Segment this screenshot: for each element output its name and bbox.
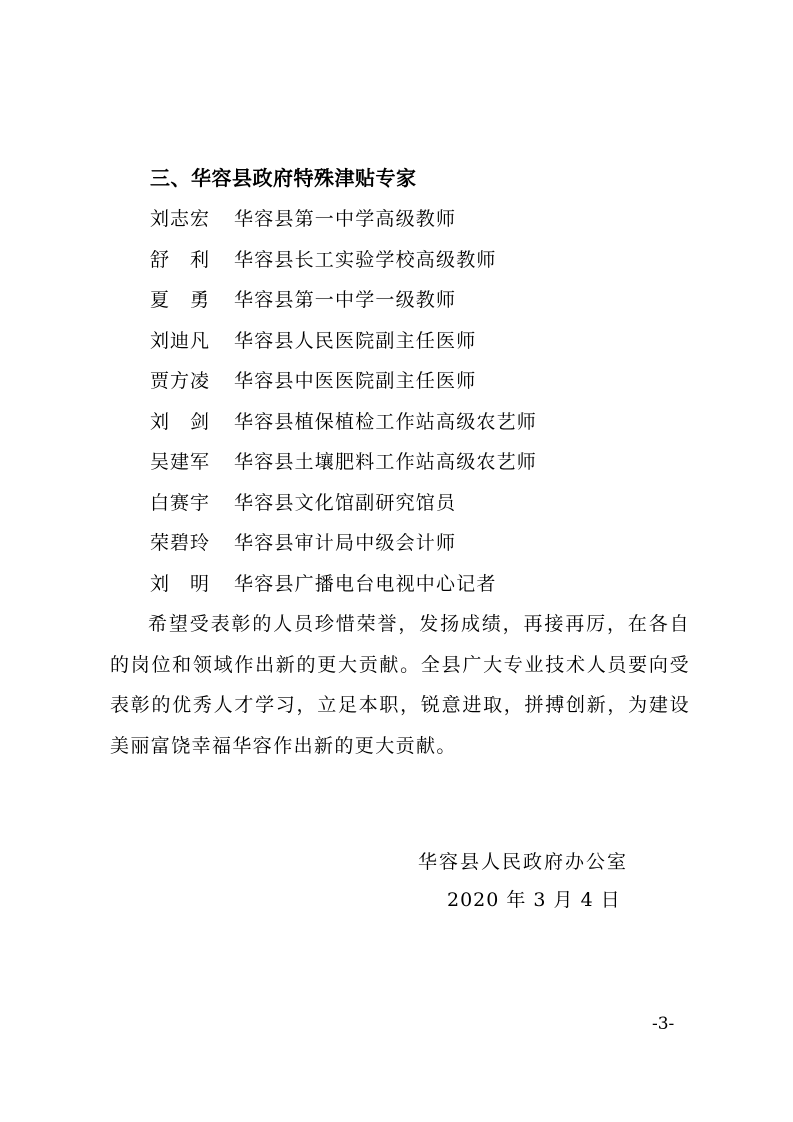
list-item <box>150 448 537 489</box>
expert-title: 华容县植保植检工作站高级农艺师 <box>234 410 538 433</box>
expert-name: 刘迪凡 <box>150 329 211 352</box>
expert-title: 华容县审计局中级会计师 <box>234 532 457 554</box>
list-item <box>150 367 537 408</box>
expert-name: 刘志宏 <box>150 208 211 230</box>
expert-name: 刘 剑 <box>150 410 211 433</box>
signature-date: 2020 年 3 月 4 日 <box>447 889 621 911</box>
expert-name: 吴建军 <box>150 451 211 473</box>
expert-title: 华容县文化馆副研究馆员 <box>234 491 457 514</box>
expert-name: 夏 勇 <box>150 289 211 311</box>
expert-name: 舒 利 <box>150 248 211 271</box>
signature-organization: 华容县人民政府办公室 <box>418 851 629 873</box>
closing-paragraph: 希望受表彰的人员珍惜荣誉，发扬成绩，再接再厉，在各自的岗位和领域作出新的更大贡献。全县广大专业技术人员要向受表彰的优秀人才学习，立足本职，锐意进取，拼搏创新，为建设美丽富饶幸福华容作出新的更大贡献。 <box>110 613 690 757</box>
page-number: -3- <box>652 1014 675 1034</box>
expert-title: 华容县广播电台电视中心记者 <box>234 572 497 595</box>
expert-list <box>150 205 537 610</box>
expert-title: 华容县中医医院副主任医师 <box>234 370 477 392</box>
list-item <box>150 529 537 570</box>
expert-name: 白赛宇 <box>150 491 211 514</box>
expert-name: 荣碧玲 <box>150 532 211 554</box>
expert-title: 华容县第一中学一级教师 <box>234 289 457 311</box>
list-item <box>150 246 537 287</box>
expert-title: 华容县长工实验学校高级教师 <box>234 248 497 271</box>
list-item <box>150 327 537 368</box>
expert-title: 华容县人民医院副主任医师 <box>234 329 477 352</box>
expert-title: 华容县第一中学高级教师 <box>234 208 457 230</box>
section-title: 三、华容县政府特殊津贴专家 <box>150 166 417 190</box>
list-item <box>150 408 537 449</box>
list-item <box>150 205 537 246</box>
list-item <box>150 489 537 530</box>
expert-name: 刘 明 <box>150 572 211 595</box>
expert-name: 贾方凌 <box>150 370 211 392</box>
expert-title: 华容县土壤肥料工作站高级农艺师 <box>234 451 538 473</box>
list-item <box>150 286 537 327</box>
